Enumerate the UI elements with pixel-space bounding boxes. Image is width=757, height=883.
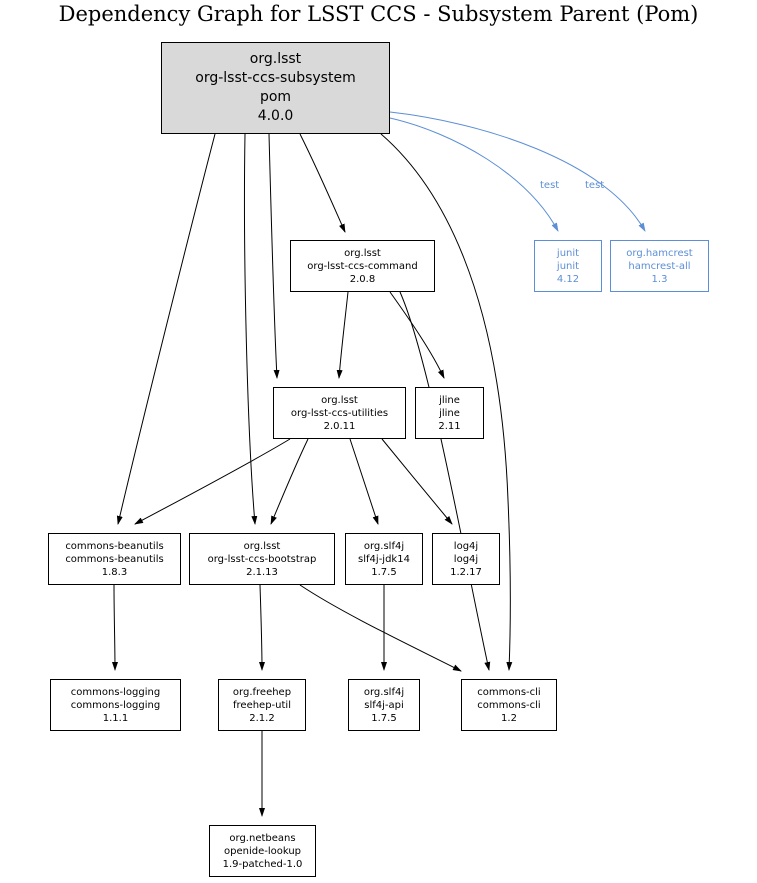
beanutils-node-line-3: 1.8.3 — [101, 566, 128, 578]
openide-lookup-node-line-3: 1.9-patched-1.0 — [222, 858, 303, 870]
utilities-node-line-3: 2.0.11 — [323, 420, 356, 432]
commons-cli-node-line-3: 1.2 — [501, 712, 517, 724]
slf4j-jdk14-node-line-1: org.slf4j — [363, 540, 405, 552]
log4j-node[interactable] — [432, 533, 500, 585]
junit-node-line-3: 4.12 — [556, 273, 580, 285]
commons-cli-node[interactable] — [461, 679, 557, 731]
commons-logging-node-line-2: commons-logging — [70, 699, 161, 711]
org-lsst-ccs-command-node[interactable] — [290, 240, 435, 292]
junit-node[interactable] — [534, 240, 602, 292]
freehep-util-node-line-2: freehep-util — [233, 699, 291, 711]
jline-node-line-3: 2.11 — [438, 420, 461, 432]
jline-node-line-2: jline — [439, 407, 460, 419]
root-node-line-2: org-lsst-ccs-subsystem — [195, 70, 356, 86]
test-edges — [390, 112, 645, 231]
slf4j-jdk14-node-line-3: 1.7.5 — [371, 566, 397, 578]
commons-logging-node-line-1: commons-logging — [70, 686, 161, 698]
junit-node-line-2: junit — [556, 260, 580, 272]
commons-beanutils-node[interactable] — [48, 533, 181, 585]
utilities-node-line-2: org-lsst-ccs-utilities — [290, 407, 389, 419]
commons-logging-node[interactable] — [50, 679, 181, 731]
jline-node[interactable] — [415, 387, 484, 439]
slf4j-jdk14-node-line-2: slf4j-jdk14 — [358, 553, 410, 565]
openide-lookup-node-line-2: openide-lookup — [223, 845, 302, 857]
commons-logging-node-line-3: 1.1.1 — [102, 712, 129, 724]
root-node-line-1: org.lsst — [249, 51, 302, 67]
org-lsst-ccs-utilities-node[interactable] — [273, 387, 406, 439]
org-lsst-ccs-bootstrap-node[interactable] — [189, 533, 335, 585]
page-title: Dependency Graph for LSST CCS - Subsystem Parent (Pom) — [58, 2, 699, 26]
bootstrap-node-line-3: 2.1.13 — [246, 566, 278, 578]
slf4j-api-node-line-2: slf4j-api — [364, 699, 404, 711]
hamcrest-all-node-line-2: hamcrest-all — [628, 260, 691, 272]
commons-cli-node-line-1: commons-cli — [477, 686, 541, 698]
edge-label-test-hamcrest: test — [585, 180, 605, 191]
command-node-line-3: 2.0.8 — [349, 273, 376, 285]
freehep-util-node-line-3: 2.1.2 — [249, 712, 275, 724]
slf4j-api-node[interactable] — [348, 679, 420, 731]
openide-lookup-node[interactable] — [209, 825, 316, 877]
freehep-util-node-line-1: org.freehep — [232, 686, 292, 698]
root-node-line-4: 4.0.0 — [257, 108, 294, 124]
jline-node-line-1: jline — [439, 394, 460, 406]
log4j-node-line-1: log4j — [453, 540, 479, 552]
beanutils-node-line-2: commons-beanutils — [65, 553, 164, 565]
freehep-util-node[interactable] — [218, 679, 306, 731]
log4j-node-line-2: log4j — [453, 553, 479, 565]
beanutils-node-line-1: commons-beanutils — [65, 540, 164, 552]
utilities-node-line-1: org.lsst — [321, 394, 358, 406]
junit-node-line-1: junit — [556, 247, 580, 259]
hamcrest-all-node-line-3: 1.3 — [651, 273, 668, 285]
hamcrest-all-node-line-1: org.hamcrest — [626, 247, 693, 259]
root-node-line-3: pom — [259, 89, 292, 105]
edge-label-test-junit: test — [540, 180, 560, 191]
openide-lookup-node-line-1: org.netbeans — [229, 832, 296, 844]
command-node-line-2: org-lsst-ccs-command — [307, 260, 418, 272]
slf4j-jdk14-node[interactable] — [345, 533, 423, 585]
slf4j-api-node-line-3: 1.7.5 — [371, 712, 397, 724]
root-node[interactable] — [161, 42, 390, 134]
log4j-node-line-3: 1.2.17 — [450, 566, 482, 578]
slf4j-api-node-line-1: org.slf4j — [363, 686, 405, 698]
bootstrap-node-line-2: org-lsst-ccs-bootstrap — [207, 553, 317, 565]
command-node-line-1: org.lsst — [344, 247, 381, 259]
bootstrap-node-line-1: org.lsst — [243, 540, 281, 552]
hamcrest-all-node[interactable] — [610, 240, 709, 292]
commons-cli-node-line-2: commons-cli — [477, 699, 541, 711]
